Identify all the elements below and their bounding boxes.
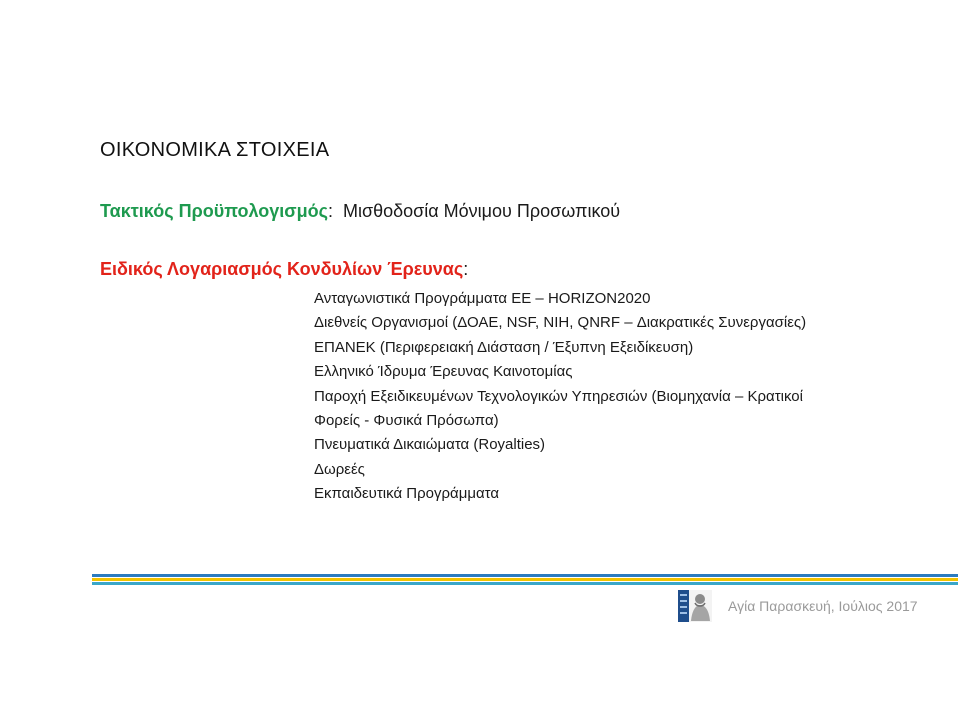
special-account-line	[100, 259, 468, 280]
funding-sources-list	[314, 287, 806, 507]
footer-divider-stripes	[92, 574, 958, 585]
list-item: Ελληνικό Ίδρυμα Έρευνας Καινοτομίας	[314, 363, 573, 381]
footer-stripe-blue	[92, 574, 958, 577]
list-item: Πνευματικά Δικαιώματα (Royalties)	[314, 436, 546, 454]
institute-logo-icon	[678, 590, 712, 622]
regular-budget-line	[100, 201, 620, 222]
regular-budget-separator: :	[327, 201, 333, 221]
footer-stripe-teal	[92, 582, 958, 585]
regular-budget-value: Μισθοδοσία Μόνιμου Προσωπικού	[342, 201, 621, 221]
slide-title: ΟΙΚΟΝΟΜΙΚΑ ΣΤΟΙΧΕΙΑ	[100, 139, 330, 161]
list-item: Διεθνείς Οργανισμοί (ΔΟΑΕ, NSF, NIH, QNRF – Διακρατικές Συνεργασίες)	[314, 314, 807, 332]
list-item: Παροχή Εξειδικευμένων Τεχνολογικών Υπηρεσιών (Βιομηχανία – Κρατικοί	[314, 387, 803, 405]
special-account-separator: :	[463, 259, 469, 279]
special-account-label: Ειδικός Λογαριασμός Κονδυλίων Έρευνας	[100, 259, 464, 279]
list-item: Φορείς - Φυσικά Πρόσωπα)	[314, 412, 499, 430]
list-item: Ανταγωνιστικά Προγράμματα ΕΕ – HORIZON2020	[314, 290, 651, 307]
list-item: ΕΠΑΝΕΚ (Περιφερειακή Διάσταση / Έξυπνη Εξειδίκευση)	[314, 338, 694, 356]
list-item: Εκπαιδευτικά Προγράμματα	[314, 485, 500, 503]
regular-budget-label: Τακτικός Προϋπολογισμός	[100, 201, 328, 221]
list-item: Δωρεές	[314, 460, 365, 478]
footer-location-date: Αγία Παρασκευή, Ιούλιος 2017	[728, 598, 918, 614]
footer-stripe-yellow	[92, 578, 958, 581]
